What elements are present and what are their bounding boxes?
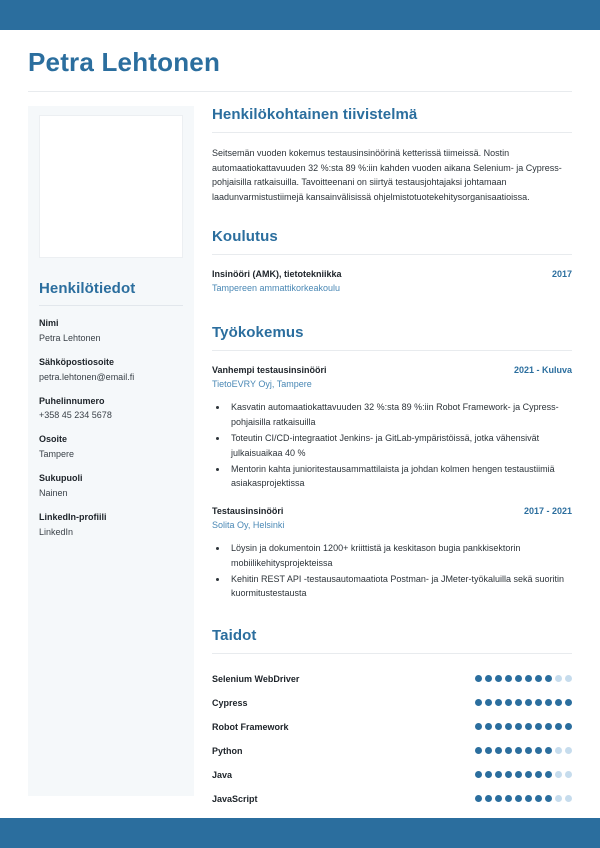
contact-item (39, 512, 183, 538)
skill-rating-dot (525, 723, 532, 730)
name-divider (28, 91, 572, 92)
contact-value: +358 45 234 5678 (39, 410, 112, 421)
page-title: Petra Lehtonen (28, 47, 221, 77)
skill-rating-dot (495, 747, 502, 754)
spacer (212, 303, 572, 320)
skill-rating-dot (525, 699, 532, 706)
contact-value: petra.lehtonen@email.fi (39, 371, 135, 382)
entry-bullet: • Löysin ja dokumentoin 1200+ kriittistä ja keskitason bugia pankkisektorin mobiilikehitysprojekteissa (228, 541, 572, 570)
skill-rating-dot (495, 699, 502, 706)
entry-bullet: • Mentorin kahta junioritestausammattilaista ja johdan kolmen hengen testaustiimiä asiakasprojektissa (228, 462, 572, 491)
skill-rating-dot (495, 771, 502, 778)
contact-item (39, 396, 183, 422)
section-divider (212, 350, 572, 351)
skill-rating-dot (475, 699, 482, 706)
skill-rating (475, 747, 572, 754)
skill-rating-dot (525, 747, 532, 754)
skill-rating-dot (565, 675, 572, 682)
entry-title: Vanhempi testausinsinööri (212, 364, 327, 375)
contact-label: Nimi (39, 318, 59, 328)
resume-body (28, 106, 572, 815)
skill-row (212, 787, 572, 811)
entry-bullet: • Kehitin REST API -testausautomaatiota Postman- ja JMeter-työkaluilla sekä suoritin kuormitustestausta (228, 572, 572, 601)
skill-rating-dot (515, 747, 522, 754)
skill-rating-dot (555, 771, 562, 778)
contact-label: Sähköpostiosoite (39, 356, 115, 367)
skill-rating-dot (475, 723, 482, 730)
experience-entry-list (212, 364, 572, 601)
contact-item (39, 473, 183, 499)
skill-name: Python (212, 745, 243, 756)
section-divider (212, 132, 572, 133)
summary-text: Seitsemän vuoden kokemus testausinsinöörinä ketterissä tiimeissä. Nostin automaatiokattavuuden 32 %:sta 89 %:iin kahden vuoden aikana Selenium- ja Cypress-pohjaisilla ratkaisuilla. Tavoitteenani on siirtyä testausjohtajaksi johtamaan laadunvarmistustiimejä kansainvälisissä ohjelmistotuotekehitysorganisaatioissa. (212, 148, 562, 202)
entry-bullet-list (212, 400, 572, 490)
skill-rating (475, 699, 572, 706)
skill-rating (475, 723, 572, 730)
contact-value: Petra Lehtonen (39, 332, 101, 343)
entry-header (212, 505, 572, 518)
entry-organization: Solita Oy, Helsinki (212, 519, 285, 530)
contact-item (39, 357, 183, 383)
section-education (212, 228, 572, 320)
top-accent-bar (0, 0, 600, 30)
skill-rating-dot (505, 675, 512, 682)
entry-title: Testausinsinööri (212, 505, 284, 516)
skill-rating-dot (515, 795, 522, 802)
education-entry-list (212, 268, 572, 296)
entry-date: 2017 - 2021 (523, 505, 572, 516)
entry-bullet: • Kasvatin automaatiokattavuuden 32 %:sta 89 %:iin Robot Framework- ja Cypress-pohjaisilla ratkaisuilla (228, 400, 572, 429)
skill-rating-dot (495, 675, 502, 682)
skill-rating-dot (475, 795, 482, 802)
skill-row (212, 763, 572, 787)
skill-rating-dot (475, 771, 482, 778)
entry-organization: TietoEVRY Oyj, Tampere (212, 378, 312, 389)
skill-rating-dot (545, 771, 552, 778)
skill-rating-dot (535, 795, 542, 802)
sidebar-heading-personal-details: Henkilötiedot (39, 280, 136, 297)
skill-rating-dot (535, 747, 542, 754)
skill-rating-dot (525, 771, 532, 778)
entry-bullet-list (212, 541, 572, 601)
entry (212, 364, 572, 392)
entry-header (212, 268, 572, 281)
name-header (28, 48, 572, 92)
skill-rating-dot (545, 747, 552, 754)
skill-rating-dot (565, 723, 572, 730)
skill-name: Selenium WebDriver (212, 673, 300, 684)
section-heading-skills: Taidot (212, 626, 257, 644)
skill-rating-dot (475, 747, 482, 754)
skill-rating-dot (565, 795, 572, 802)
section-heading-education: Koulutus (212, 228, 278, 246)
skill-rating-dot (475, 675, 482, 682)
skill-rating-dot (515, 771, 522, 778)
entry (212, 268, 572, 296)
skill-rating-dot (535, 771, 542, 778)
section-summary (212, 106, 572, 204)
skill-rating-dot (545, 795, 552, 802)
skill-name: Java (212, 769, 233, 780)
section-skills (212, 627, 572, 811)
skill-rating-dot (555, 747, 562, 754)
skill-name: Robot Framework (212, 721, 289, 732)
spacer (212, 615, 572, 623)
sidebar (28, 106, 194, 796)
section-divider (212, 254, 572, 255)
skill-row (212, 667, 572, 691)
section-divider (212, 653, 572, 654)
skill-rating-dot (565, 747, 572, 754)
skill-rating-dot (535, 699, 542, 706)
skill-rating-dot (485, 723, 492, 730)
skills-list (212, 667, 572, 811)
skill-rating-dot (485, 795, 492, 802)
skill-rating-dot (505, 795, 512, 802)
section-experience (212, 324, 572, 623)
skill-rating-dot (555, 795, 562, 802)
contact-label: Sukupuoli (39, 473, 83, 484)
entry-date: 2021 - Kuluva (513, 364, 572, 375)
skill-name: Cypress (212, 697, 248, 708)
skill-rating-dot (565, 771, 572, 778)
entry (212, 505, 572, 533)
sidebar-divider (39, 305, 183, 306)
skill-rating-dot (485, 771, 492, 778)
skill-rating-dot (545, 699, 552, 706)
skill-rating-dot (545, 723, 552, 730)
skill-rating-dot (555, 675, 562, 682)
section-heading-summary: Henkilökohtainen tiivistelmä (212, 106, 418, 123)
main-column (194, 106, 572, 815)
skill-rating-dot (505, 699, 512, 706)
skill-rating-dot (505, 723, 512, 730)
contact-value: Tampere (39, 449, 75, 460)
skill-rating-dot (495, 723, 502, 730)
entry-title: Insinööri (AMK), tietotekniikka (212, 269, 342, 280)
contact-label: LinkedIn-profiili (39, 512, 107, 523)
skill-rating (475, 675, 572, 682)
profile-photo-placeholder (39, 115, 183, 258)
skill-rating-dot (535, 723, 542, 730)
entry-header (212, 364, 572, 377)
skill-name: JavaScript (212, 793, 258, 804)
contact-value: LinkedIn (39, 526, 74, 537)
skill-rating-dot (505, 771, 512, 778)
skill-rating-dot (485, 747, 492, 754)
entry-date: 2017 (551, 269, 572, 280)
contact-details-list (39, 318, 183, 538)
entry-organization: Tampereen ammattikorkeakoulu (212, 283, 341, 294)
entry-bullet: • Toteutin CI/CD-integraatiot Jenkins- ja GitLab-ympäristöissä, jotka vähensivät julkaisuaikaa 40 % (228, 431, 572, 460)
skill-rating-dot (495, 795, 502, 802)
skill-rating-dot (525, 795, 532, 802)
skill-rating-dot (555, 699, 562, 706)
bottom-accent-bar (0, 818, 600, 848)
skill-row (212, 739, 572, 763)
skill-rating-dot (515, 675, 522, 682)
skill-rating-dot (515, 699, 522, 706)
skill-rating-dot (485, 675, 492, 682)
skill-rating-dot (505, 747, 512, 754)
skill-rating (475, 771, 572, 778)
contact-item (39, 434, 183, 460)
skill-rating-dot (485, 699, 492, 706)
skill-row (212, 691, 572, 715)
skill-rating-dot (535, 675, 542, 682)
skill-rating-dot (555, 723, 562, 730)
contact-value: Nainen (39, 488, 68, 498)
skill-rating-dot (565, 699, 572, 706)
contact-label: Puhelinnumero (39, 395, 105, 406)
section-heading-experience: Työkokemus (212, 323, 304, 341)
contact-item (39, 318, 183, 344)
skill-rating-dot (525, 675, 532, 682)
skill-row (212, 715, 572, 739)
skill-rating-dot (515, 723, 522, 730)
contact-label: Osoite (39, 434, 68, 445)
skill-rating (475, 795, 572, 802)
skill-rating-dot (545, 675, 552, 682)
